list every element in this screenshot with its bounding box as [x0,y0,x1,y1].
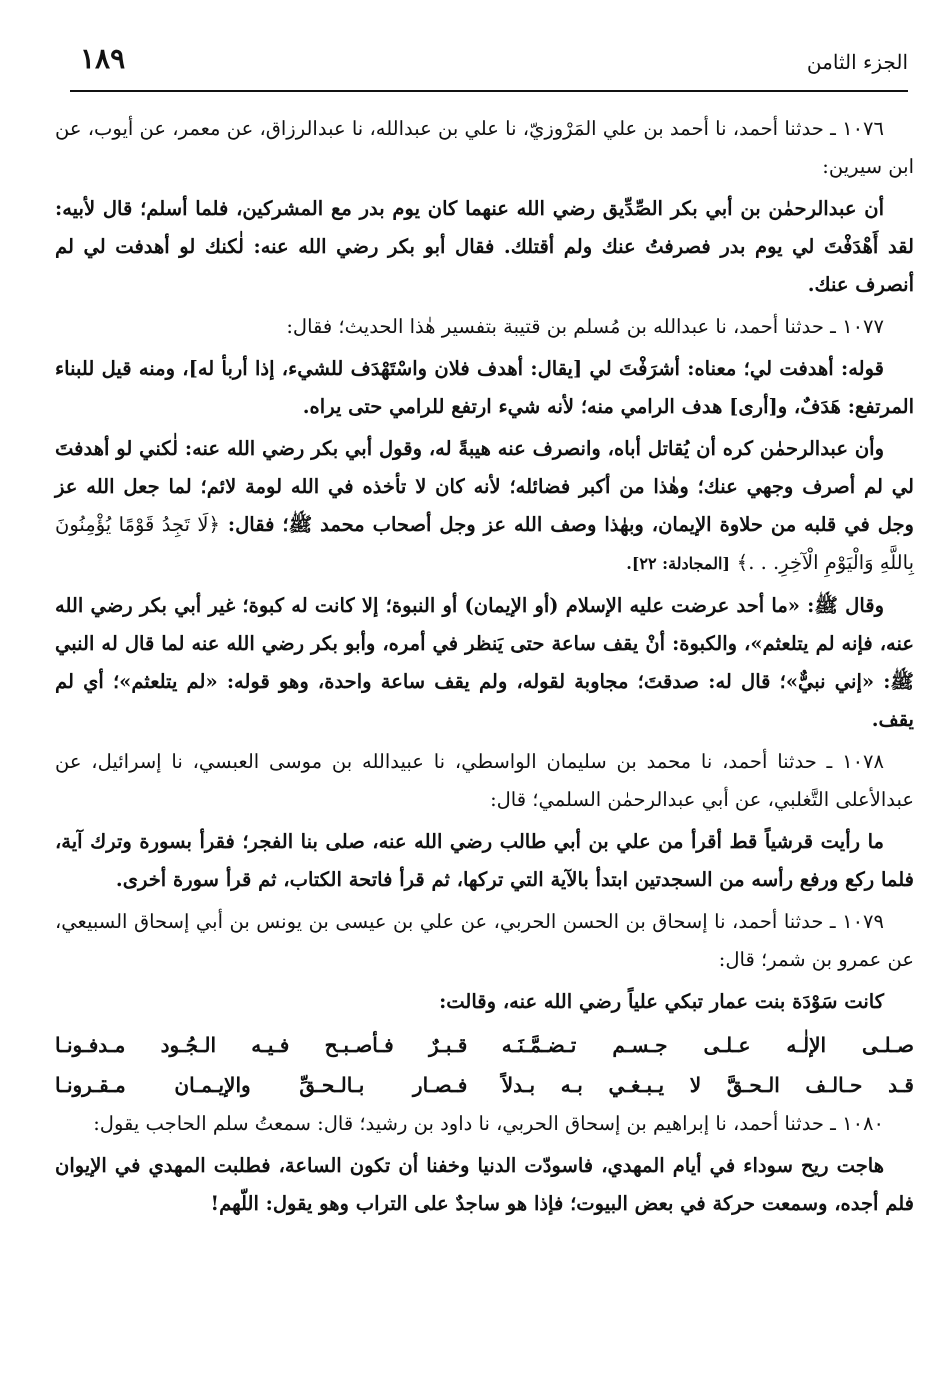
hadith-1078-text: ما رأيت قرشياً قط أقرأ من علي بن أبي طالب رضي الله عنه، صلى بنا الفجر؛ فقرأ بسورة وترك آية، فلما ركع ورفع رأسه من السجدتين ابتدأ بالآية التي تركها، ثم قرأ فاتحة الكتاب، ثم قرأ سورة أخرى. [55,830,914,891]
commentary-text: وأن عبدالرحمٰن كره أن يُقاتل أباه، وانصرف عنه هيبةً له، وقول أبي بكر رضي الله عنه: لٰكني لو أهدفتَ لي لم أصرف وجهي عنك؛ وهٰذا من أكبر فضائله؛ لأنه كان لا تأخذه في الله لومة لائم؛ لما جعل الله عز وجل في قلبه من حلاوة الإيمان، وبهٰذا وصف الله عز وجل أصحاب محمد ﷺ؛ فقال: [55,437,914,536]
hadith-kabwa-text: وقال ﷺ: «ما أحد عرضت عليه الإسلام (أو الإيمان) أو النبوة؛ إلا كانت له كبوة؛ غير أبي بكر رضي الله عنه، فإنه لم يتلعثم»، والكبوة: أنْ يقف ساعة حتى يَنظر في أمره، وأبو بكر رضي الله عنه لما قال له النبي ﷺ: «إني نبيٌّ»؛ قال له: صدقتَ؛ مجاوبة لقوله، ولم يقف ساعة واحدة، وهو قوله: «لم يتلعثم»؛ أي لم يقف. [55,594,914,731]
running-title: الجزء الثامن [806,50,908,74]
page-body [55,110,914,1227]
hadith-1077-explanation: قوله: أهدفت لي؛ معناه: أشرَفْتَ لي [يقال: أهدف فلان واسْتَهْدَف للشيء، إذا أربأ له]، ومنه قيل للبناء المرتفع: هَدَفٌ، و[أرى] هدف الرامي منه؛ لأنه شيء ارتفع للرامي حتى يراه. [55,357,914,418]
poem-verse-2 [55,1065,914,1105]
hadith-1077-isnad: ١٠٧٧ ـ حدثنا أحمد، نا عبدالله بن مُسلم بن قتيبة بتفسير هٰذا الحديث؛ فقال: [286,315,884,338]
poem-verse-1-first-hemistich: صـلـى الإلٰـه عـلـى جـسـم تـضـمَّـنَـه [501,1033,914,1057]
poem-verse-2-first-hemistich: قـد حـالـف الـحـقَّ لا يـبـغـي بـه بـدلاً [501,1073,914,1097]
header-divider [70,90,908,92]
hadith-1079-text: كانت سَوْدَة بنت عمار تبكي علياً رضي الله عنه، وقالت: [439,990,884,1013]
quran-reference: [المجادلة: ٢٢]. [626,554,730,573]
page-header [70,40,908,90]
page-number: ١٨٩ [80,42,126,75]
poem-verse-2-second-hemistich: فـصـار بـالـحـقِّ والإيـمـان مـقـرونـا [55,1073,468,1097]
poem-verse-1 [55,1025,914,1065]
hadith-1080-text: هاجت ريح سوداء في أيام المهدي، فاسودّت الدنيا وخفنا أن تكون الساعة، فطلبت المهدي في الإيوان فلم أجده، وسمعت حركة في بعض البيوت؛ فإذا هو ساجدٌ على التراب وهو يقول: اللّهم! [55,1154,914,1215]
hadith-1076-isnad: ١٠٧٦ ـ حدثنا أحمد، نا أحمد بن علي المَرْوزيّ، نا علي بن عبدالله، نا عبدالرزاق، عن معمر، عن أيوب، عن ابن سيرين: [55,117,914,178]
hadith-1076-text: أن عبدالرحمٰن بن أبي بكر الصِّدِّيق رضي الله عنهما كان يوم بدر مع المشركين، فلما أسلم؛ قال لأبيه: لقد أَهْدَفْتَ لي يوم بدر فصرفتُ عنك ولم أقتلك. فقال أبو بكر رضي الله عنه: لٰكنك لو أهدفت لي لم أنصرف عنك. [55,197,914,296]
hadith-1080-isnad: ١٠٨٠ ـ حدثنا أحمد، نا إبراهيم بن إسحاق الحربي، نا داود بن رشيد؛ قال: سمعتُ سلم الحاجب يقول: [93,1112,884,1135]
hadith-1078-isnad: ١٠٧٨ ـ حدثنا أحمد، نا محمد بن سليمان الواسطي، نا عبيدالله بن موسى العبسي، نا إسرائيل، عن عبدالأعلى التَّغلبي، عن أبي عبدالرحمٰن السلمي؛ قال: [55,750,914,811]
hadith-1079-isnad: ١٠٧٩ ـ حدثنا أحمد، نا إسحاق بن الحسن الحربي، عن علي بن عيسى بن يونس بن أبي إسحاق السبيعي، عن عمرو بن شمر؛ قال: [55,910,914,971]
commentary-paragraph [55,430,914,583]
poem-verse-1-second-hemistich: قـبـرٌ فـأصـبـح فـيـه الـجُـود مـدفـونـا [55,1033,468,1057]
quran-verse: ﴿لَا تَجِدُ قَوْمًا يُؤْمِنُونَ بِاللَّهِ وَالْيَوْمِ الْآخِرِ. . .﴾ [55,513,914,574]
